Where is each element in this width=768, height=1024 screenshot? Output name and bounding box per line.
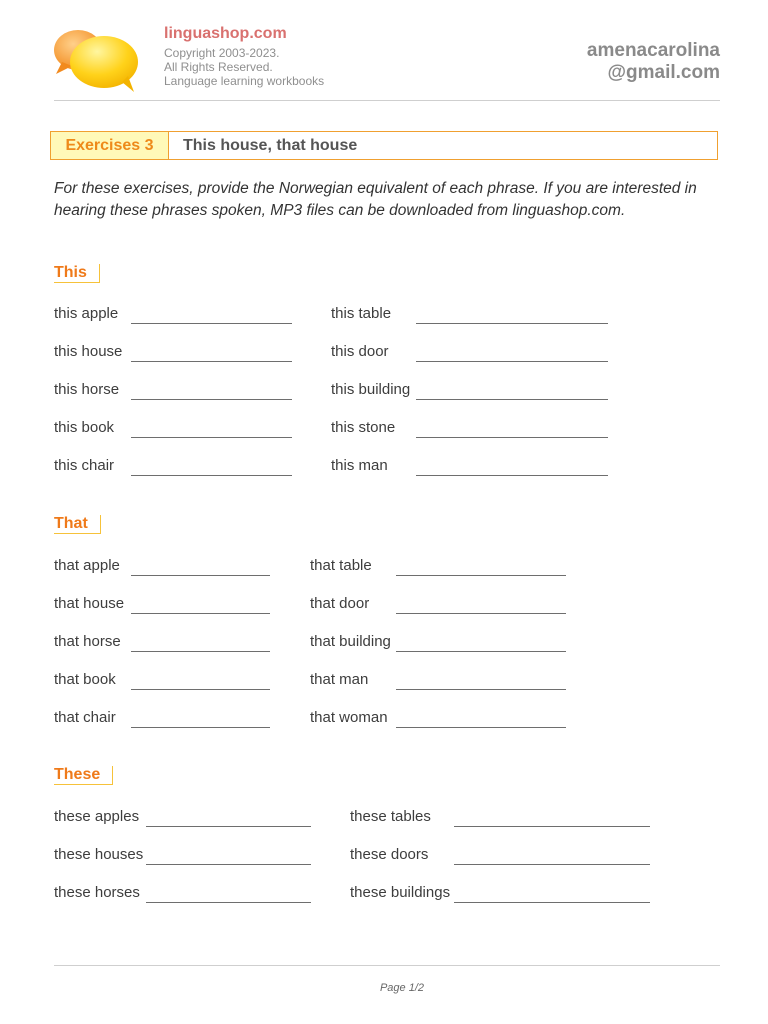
exercise-label: Exercises 3 <box>51 132 169 159</box>
phrase-label: this horse <box>54 381 120 398</box>
answer-blank[interactable] <box>396 727 566 728</box>
phrase-label: this table <box>331 305 392 322</box>
phrase-label: these houses <box>54 846 144 863</box>
exercise-item <box>310 552 566 576</box>
exercise-row <box>0 841 768 879</box>
phrase-label: this stone <box>331 419 396 436</box>
email-line-1: amenacarolina <box>586 40 720 61</box>
answer-blank[interactable] <box>131 651 270 652</box>
exercise-item <box>331 452 608 476</box>
exercise-item <box>350 841 650 865</box>
exercise-row <box>0 590 768 628</box>
exercise-item <box>310 666 566 690</box>
rights-text: All Rights Reserved. <box>164 60 273 74</box>
exercise-item <box>54 628 270 652</box>
exercise-item <box>331 414 608 438</box>
exercise-item <box>350 803 650 827</box>
exercise-item <box>54 376 292 400</box>
exercise-item <box>54 338 292 362</box>
exercise-item <box>54 300 292 324</box>
email-line-2: @gmail.com <box>607 62 720 83</box>
phrase-label: that book <box>54 671 116 688</box>
copyright-text: Copyright 2003-2023. <box>164 46 280 60</box>
exercise-row <box>0 666 768 704</box>
exercise-banner <box>50 131 718 160</box>
phrase-label: this building <box>331 381 411 398</box>
exercise-row <box>0 704 768 742</box>
answer-blank[interactable] <box>416 323 608 324</box>
answer-blank[interactable] <box>131 727 270 728</box>
email-address <box>587 40 720 84</box>
answer-blank[interactable] <box>131 475 292 476</box>
exercise-row <box>0 338 768 376</box>
exercise-item <box>54 552 270 576</box>
exercise-row <box>0 452 768 490</box>
phrase-label: that chair <box>54 709 116 726</box>
exercise-row <box>0 628 768 666</box>
phrase-label: these buildings <box>350 884 451 901</box>
instructions-text: For these exercises, provide the Norwegian equivalent of each phrase. If you are interested in hearing these phrases spoken, MP3 files can be downloaded from linguashop.com. <box>54 180 697 219</box>
site-info <box>164 24 324 88</box>
answer-blank[interactable] <box>454 864 650 865</box>
answer-blank[interactable] <box>454 902 650 903</box>
exercise-item <box>350 879 650 903</box>
answer-blank[interactable] <box>454 826 650 827</box>
answer-blank[interactable] <box>131 323 292 324</box>
phrase-label: that man <box>310 671 369 688</box>
phrase-label: this man <box>331 457 388 474</box>
section-title: These <box>54 766 113 785</box>
exercise-item <box>331 376 608 400</box>
phrase-label: this door <box>331 343 389 360</box>
answer-blank[interactable] <box>416 399 608 400</box>
answer-blank[interactable] <box>131 437 292 438</box>
exercise-item <box>310 590 566 614</box>
answer-blank[interactable] <box>131 575 270 576</box>
phrase-label: these apples <box>54 808 140 825</box>
header-divider <box>54 100 720 101</box>
answer-blank[interactable] <box>396 689 566 690</box>
phrase-label: that door <box>310 595 370 612</box>
phrase-label: that house <box>54 595 125 612</box>
answer-blank[interactable] <box>146 864 311 865</box>
answer-blank[interactable] <box>396 575 566 576</box>
exercise-item <box>54 704 270 728</box>
phrase-label: that building <box>310 633 391 650</box>
exercise-row <box>0 376 768 414</box>
phrase-label: that apple <box>54 557 120 574</box>
speech-bubbles-icon <box>52 24 142 94</box>
exercise-row <box>0 414 768 452</box>
exercise-item <box>54 803 311 827</box>
page-number: Page 1/2 <box>379 982 425 994</box>
answer-blank[interactable] <box>146 902 311 903</box>
answer-blank[interactable] <box>396 613 566 614</box>
phrase-label: that woman <box>310 709 388 726</box>
phrase-label: these doors <box>350 846 429 863</box>
exercise-item <box>310 628 566 652</box>
exercise-row <box>0 879 768 917</box>
exercise-item <box>54 590 270 614</box>
exercise-title: This house, that house <box>183 137 358 154</box>
answer-blank[interactable] <box>146 826 311 827</box>
section-title: This <box>54 264 100 283</box>
phrase-label: that horse <box>54 633 121 650</box>
exercise-row <box>0 803 768 841</box>
section-title: That <box>54 515 101 534</box>
phrase-label: that table <box>310 557 372 574</box>
answer-blank[interactable] <box>416 361 608 362</box>
tagline-text: Language learning workbooks <box>164 74 325 88</box>
site-name: linguashop.com <box>164 25 287 42</box>
phrase-label: this book <box>54 419 115 436</box>
exercise-item <box>54 666 270 690</box>
phrase-label: these tables <box>350 808 431 825</box>
answer-blank[interactable] <box>131 689 270 690</box>
answer-blank[interactable] <box>416 437 608 438</box>
exercise-item <box>54 414 292 438</box>
exercise-item <box>331 338 608 362</box>
answer-blank[interactable] <box>131 399 292 400</box>
exercise-item <box>331 300 608 324</box>
exercise-item <box>54 879 311 903</box>
phrase-label: these horses <box>54 884 140 901</box>
answer-blank[interactable] <box>396 651 566 652</box>
answer-blank[interactable] <box>131 613 270 614</box>
exercise-row <box>0 552 768 590</box>
answer-blank[interactable] <box>131 361 292 362</box>
phrase-label: this apple <box>54 305 119 322</box>
exercise-row <box>0 300 768 338</box>
footer-divider <box>54 965 720 966</box>
exercise-item <box>54 452 292 476</box>
exercise-item <box>310 704 566 728</box>
phrase-label: this chair <box>54 457 115 474</box>
exercise-item <box>54 841 311 865</box>
answer-blank[interactable] <box>416 475 608 476</box>
phrase-label: this house <box>54 343 123 360</box>
